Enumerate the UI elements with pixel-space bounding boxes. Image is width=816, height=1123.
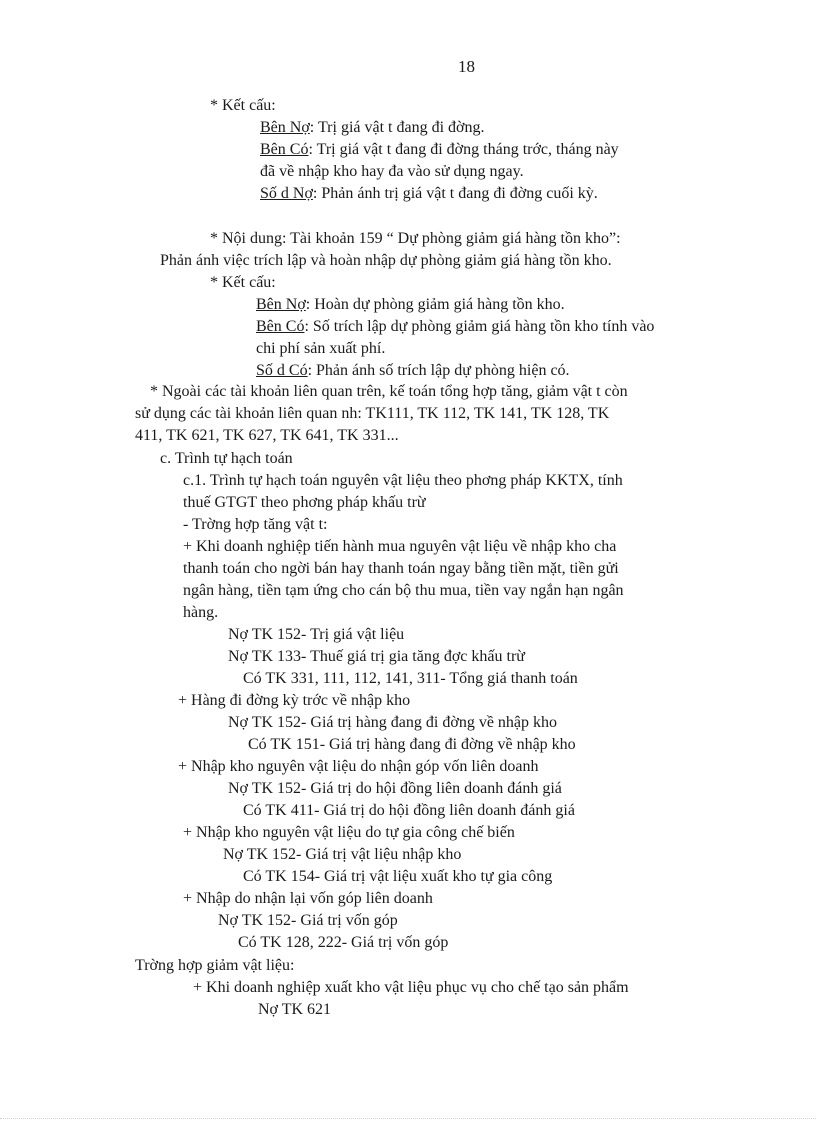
page-number: 18: [458, 57, 475, 76]
text-line: Bên Nợ: Hoàn dự phòng giảm giá hàng tồn kho.: [256, 296, 565, 313]
text-line: Nợ TK 152- Trị giá vật liệu: [228, 626, 405, 643]
text-line: Nợ TK 152- Giá trị do hội đồng liên doanh đánh giá: [228, 780, 562, 797]
text-line: * Nội dung: Tài khoản 159 “ Dự phòng giảm giá hàng tồn kho”:: [210, 230, 621, 247]
text-line: Có TK 151- Giá trị hàng đang đi đờng về nhập kho: [248, 736, 576, 753]
text-line: Có TK 128, 222- Giá trị vốn góp: [238, 934, 449, 951]
text-line: Bên Nợ: Trị giá vật t đang đi đờng.: [260, 119, 485, 136]
text-line: * Kết cấu:: [210, 97, 276, 114]
text-line: đã về nhập kho hay đa vào sử dụng ngay.: [260, 163, 524, 180]
text-line: hàng.: [183, 604, 219, 621]
text-line: + Nhập do nhận lại vốn góp liên doanh: [183, 890, 433, 907]
text-line: c.1. Trình tự hạch toán nguyên vật liệu theo phơng pháp KKTX, tính: [183, 472, 623, 489]
text-line: - Trờng hợp tăng vật t:: [183, 516, 328, 533]
text-line: thanh toán cho ngời bán hay thanh toán ngay bằng tiền mặt, tiền gửi: [183, 560, 619, 577]
text-line: chi phí sản xuất phí.: [256, 340, 386, 357]
text-line: Trờng hợp giảm vật liệu:: [135, 957, 295, 974]
text-line: ngân hàng, tiền tạm ứng cho cán bộ thu mua, tiền vay ngắn hạn ngân: [183, 582, 624, 599]
page-bottom-rule: [0, 1118, 816, 1120]
text-line: Nợ TK 133- Thuế giá trị gia tăng đợc khấu trừ: [228, 648, 525, 665]
text-line: + Hàng đi đờng kỳ trớc về nhập kho: [178, 692, 411, 709]
text-line: Số d Có: Phản ánh số trích lập dự phòng hiện có.: [256, 362, 570, 379]
text-line: * Kết cấu:: [210, 274, 276, 291]
text-line: * Ngoài các tài khoản liên quan trên, kế toán tổng hợp tăng, giảm vật t còn: [150, 383, 628, 400]
text-line: + Nhập kho nguyên vật liệu do tự gia công chế biến: [183, 824, 515, 841]
text-line: Nợ TK 621: [258, 1001, 332, 1018]
text-line: Có TK 154- Giá trị vật liệu xuất kho tự gia công: [243, 868, 553, 885]
text-line: 411, TK 621, TK 627, TK 641, TK 331...: [135, 427, 399, 444]
text-line: thuế GTGT theo phơng pháp khấu trừ: [183, 494, 426, 511]
text-line: + Khi doanh nghiệp tiến hành mua nguyên vật liệu về nhập kho cha: [183, 538, 617, 555]
text-line: Số d Nợ: Phản ánh trị giá vật t đang đi đờng cuối kỳ.: [260, 185, 598, 202]
text-line: Phản ánh việc trích lập và hoàn nhập dự phòng giảm giá hàng tồn kho.: [160, 252, 612, 269]
text-line: Có TK 331, 111, 112, 141, 311- Tổng giá thanh toán: [243, 670, 578, 687]
text-line: Nợ TK 152- Giá trị vốn góp: [218, 912, 398, 929]
text-line: + Khi doanh nghiệp xuất kho vật liệu phục vụ cho chế tạo sản phẩm: [193, 979, 629, 996]
text-line: + Nhập kho nguyên vật liệu do nhận góp vốn liên doanh: [178, 758, 539, 775]
text-line: c. Trình tự hạch toán: [160, 450, 293, 467]
text-line: Bên Có: Trị giá vật t đang đi đờng tháng trớc, tháng này: [260, 141, 619, 158]
text-line: Nợ TK 152- Giá trị hàng đang đi đờng về nhập kho: [228, 714, 558, 731]
text-line: Bên Có: Số trích lập dự phòng giảm giá hàng tồn kho tính vào: [256, 318, 655, 335]
text-line: sử dụng các tài khoản liên quan nh: TK111, TK 112, TK 141, TK 128, TK: [135, 405, 610, 422]
text-line: Nợ TK 152- Giá trị vật liệu nhập kho: [223, 846, 462, 863]
text-line: Có TK 411- Giá trị do hội đồng liên doanh đánh giá: [243, 802, 575, 819]
